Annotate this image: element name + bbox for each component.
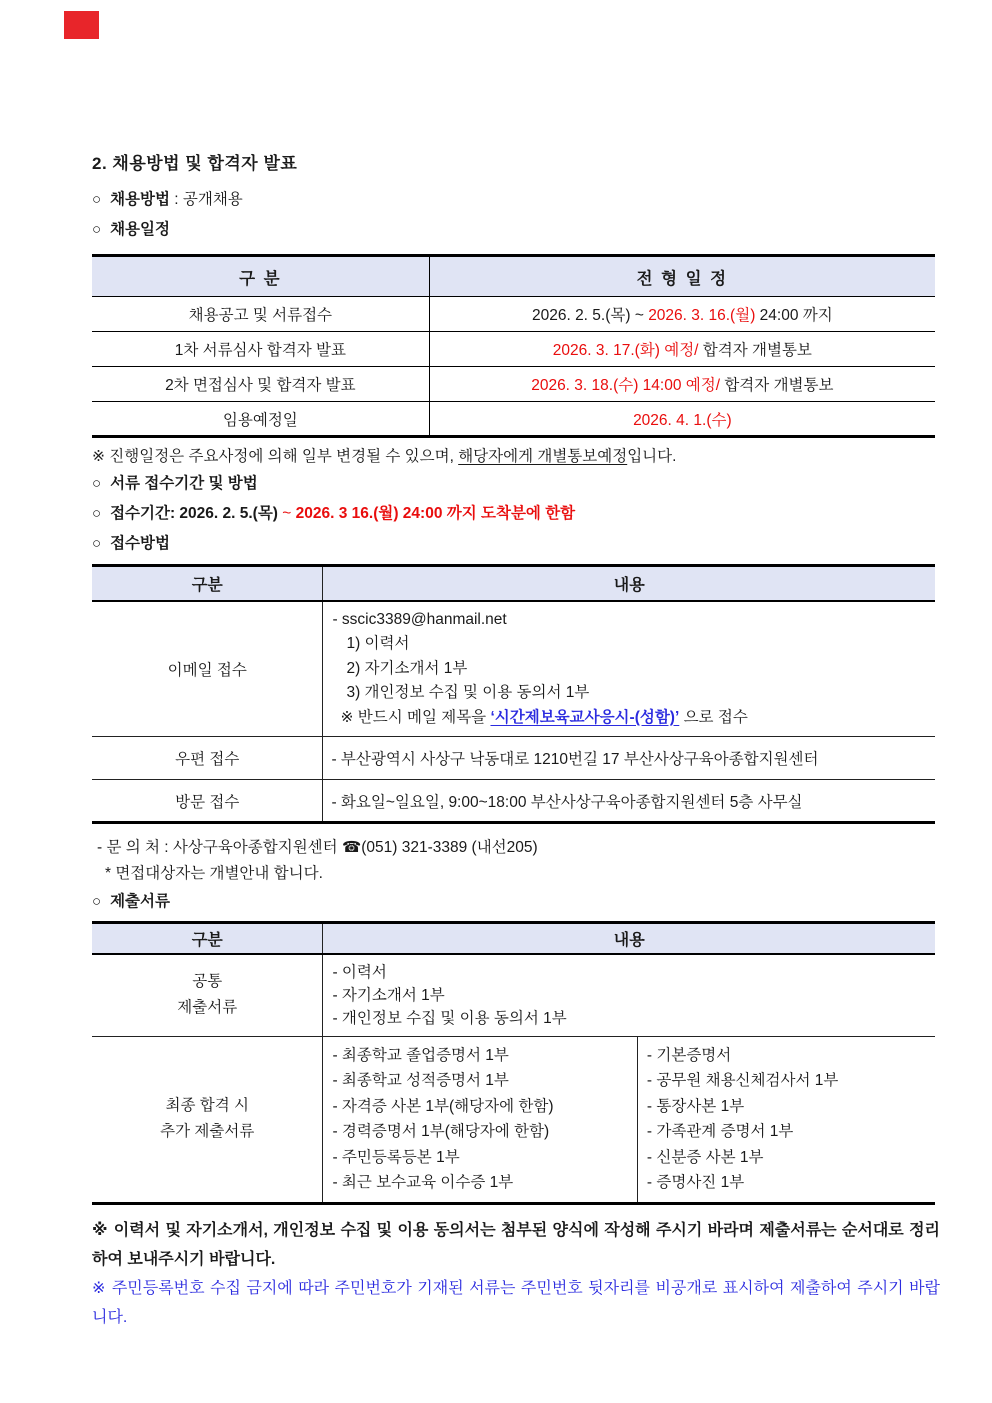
contact-line (92, 835, 940, 861)
bullet-recruit-method (92, 185, 940, 215)
circle-bullet-icon: ○ (92, 191, 102, 208)
bullet-receipt-period (92, 499, 940, 529)
list-item: 2) 자기소개서 1부 (346, 659, 468, 677)
list-item: - 주민등록등본 1부 (332, 1148, 460, 1166)
bullet-label: 제출서류 (110, 893, 170, 910)
schedule-text: 합격자 개별통보 (720, 377, 834, 394)
schedule-text: 24:00 까지 (755, 307, 833, 324)
note-text: ※ 반드시 메일 제목을 (340, 708, 491, 726)
attachment-form-note: ※ 이력서 및 자기소개서, 개인정보 수집 및 이용 동의서는 첨부된 양식에 작성해 주시기 바라며 제출서류는 순서대로 정리하여 보내주시기 바랍니다. (92, 1221, 940, 1268)
schedule-text: 2026. 2. 5.(목) ~ (531, 307, 649, 324)
list-item: - 증명사진 1부 (646, 1174, 745, 1191)
list-item: - 가족관계 증명서 1부 (646, 1123, 794, 1140)
document-page (92, 0, 940, 1332)
row-label (92, 1036, 323, 1203)
email-address: - sscic3389@hanmail.net (332, 610, 507, 628)
schedule-change-note (92, 445, 940, 469)
visit-row (92, 780, 935, 823)
row-content-right (637, 1036, 935, 1203)
period-text-red: 2026. 3 16.(월) 24:00 까지 도착분에 한함 (295, 505, 576, 522)
list-item: - 최종학교 성적증명서 1부 (332, 1072, 509, 1089)
list-item: 1) 이력서 (346, 635, 410, 652)
submission-docs-table (92, 921, 935, 1205)
circle-bullet-icon: ○ (92, 221, 102, 238)
phone-icon: ☎ (341, 839, 362, 856)
note-text-underlined: 해당자에게 개별통보예정 (458, 448, 628, 465)
note-text: 으로 접수 (679, 708, 748, 726)
row-schedule (429, 297, 935, 332)
row-label: 우편 접수 (92, 737, 323, 780)
contact-text: - 문 의 처 : 사상구육아종합지원센터 (97, 839, 342, 856)
table-row (92, 332, 935, 367)
table-header-row (92, 256, 935, 297)
schedule-text: 합격자 개별통보 (698, 342, 812, 359)
receipt-method-table (92, 564, 935, 824)
row-content (323, 601, 935, 737)
schedule-text-red: 2026. 3. 17.(화) 예정/ (552, 342, 699, 359)
circle-bullet-icon: ○ (92, 505, 102, 522)
header-content: 내용 (323, 566, 935, 601)
list-item: - 신분증 사본 1부 (646, 1148, 764, 1166)
final-docs-row (92, 1036, 935, 1203)
bullet-receipt-section (92, 469, 940, 499)
row-schedule (429, 402, 935, 437)
contact-number: (051) 321-3389 (내선205) (361, 839, 538, 856)
label-text: 제출서류 (177, 999, 238, 1016)
header-category: 구 분 (92, 256, 429, 297)
schedule-text-red: 2026. 3. 18.(수) 14:00 예정/ (531, 377, 721, 394)
row-label: 방문 접수 (92, 780, 323, 823)
list-item: - 개인정보 수집 및 이용 동의서 1부 (332, 1009, 567, 1027)
list-item: - 이력서 (332, 963, 387, 981)
bullet-label: 서류 접수기간 및 방법 (110, 475, 258, 492)
list-item: - 통장사본 1부 (646, 1097, 745, 1115)
row-category: 2차 면접심사 및 합격자 발표 (92, 367, 429, 402)
list-item: - 기본증명서 (646, 1046, 732, 1064)
post-row (92, 737, 935, 780)
table-row (92, 367, 935, 402)
header-category: 구분 (92, 923, 323, 954)
table-row (92, 402, 935, 437)
note-text: 입니다. (627, 448, 677, 465)
period-text: 접수기간: 2026. 2. 5.(목) (110, 505, 283, 522)
label-text: 추가 제출서류 (160, 1123, 255, 1140)
resident-number-note: ※ 주민등록번호 수집 금지에 따라 주민번호가 기재된 서류는 주민번호 뒷자리를 비공개로 표시하여 제출하여 주시기 바랍니다. (92, 1279, 940, 1326)
interview-note: * 면접대상자는 개별안내 합니다. (105, 865, 323, 882)
schedule-text-red: 2026. 3. 16.(월) (648, 307, 756, 324)
list-item: - 자격증 사본 1부(해당자에 한함) (332, 1097, 554, 1115)
circle-bullet-icon: ○ (92, 475, 102, 492)
mail-subject-highlight: ‘시간제보육교사응시-(성함)’ (490, 708, 680, 726)
mail-subject-note (332, 706, 928, 731)
list-item: - 경력증명서 1부(해당자에 한함) (332, 1123, 550, 1140)
row-schedule (429, 367, 935, 402)
row-content (323, 954, 935, 1037)
row-label: 이메일 접수 (92, 601, 323, 737)
list-item: - 최근 보수교육 이수증 1부 (332, 1174, 514, 1191)
bullet-label: 접수방법 (110, 535, 170, 552)
row-label (92, 954, 323, 1037)
circle-bullet-icon: ○ (92, 893, 102, 910)
row-content-left (323, 1036, 637, 1203)
row-content: - 화요일~일요일, 9:00~18:00 부산사상구육아종합지원센터 5층 사무실 (323, 780, 935, 823)
row-schedule (429, 332, 935, 367)
row-category: 1차 서류심사 합격자 발표 (92, 332, 429, 367)
schedule-text-red: 2026. 4. 1.(수) (633, 411, 732, 429)
bullet-label: 채용일정 (110, 221, 170, 238)
label-text: 공통 (192, 973, 223, 990)
header-category: 구분 (92, 566, 323, 601)
row-content: - 부산광역시 사상구 낙동대로 1210번길 17 부산사상구육아종합지원센터 (323, 737, 935, 780)
row-category: 임용예정일 (92, 402, 429, 437)
header-schedule: 전 형 일 정 (429, 256, 935, 297)
bullet-receipt-method (92, 529, 940, 559)
circle-bullet-icon: ○ (92, 535, 102, 552)
bullet-submission-docs (92, 887, 940, 917)
list-item: 3) 개인정보 수집 및 이용 동의서 1부 (346, 684, 590, 701)
recruitment-schedule-table (92, 254, 935, 438)
list-item: - 자기소개서 1부 (332, 986, 445, 1004)
common-docs-row (92, 954, 935, 1037)
table-header-row (92, 566, 935, 601)
table-header-row (92, 923, 935, 954)
period-tilde-red: ~ (282, 505, 296, 522)
section-heading: 2. 채용방법 및 합격자 발표 (92, 154, 298, 173)
bullet-value: : 공개채용 (169, 191, 243, 208)
note-text: ※ 진행일정은 주요사정에 의해 일부 변경될 수 있으며, (92, 448, 459, 465)
bullet-label: 채용방법 (110, 191, 170, 208)
list-item: - 최종학교 졸업증명서 1부 (332, 1046, 509, 1064)
header-content: 내용 (323, 923, 935, 954)
row-category: 채용공고 및 서류접수 (92, 297, 429, 332)
bullet-recruit-schedule (92, 215, 940, 245)
list-item: - 공무원 채용신체검사서 1부 (646, 1072, 839, 1089)
email-row (92, 601, 935, 737)
table-row (92, 297, 935, 332)
label-text: 최종 합격 시 (165, 1097, 249, 1114)
